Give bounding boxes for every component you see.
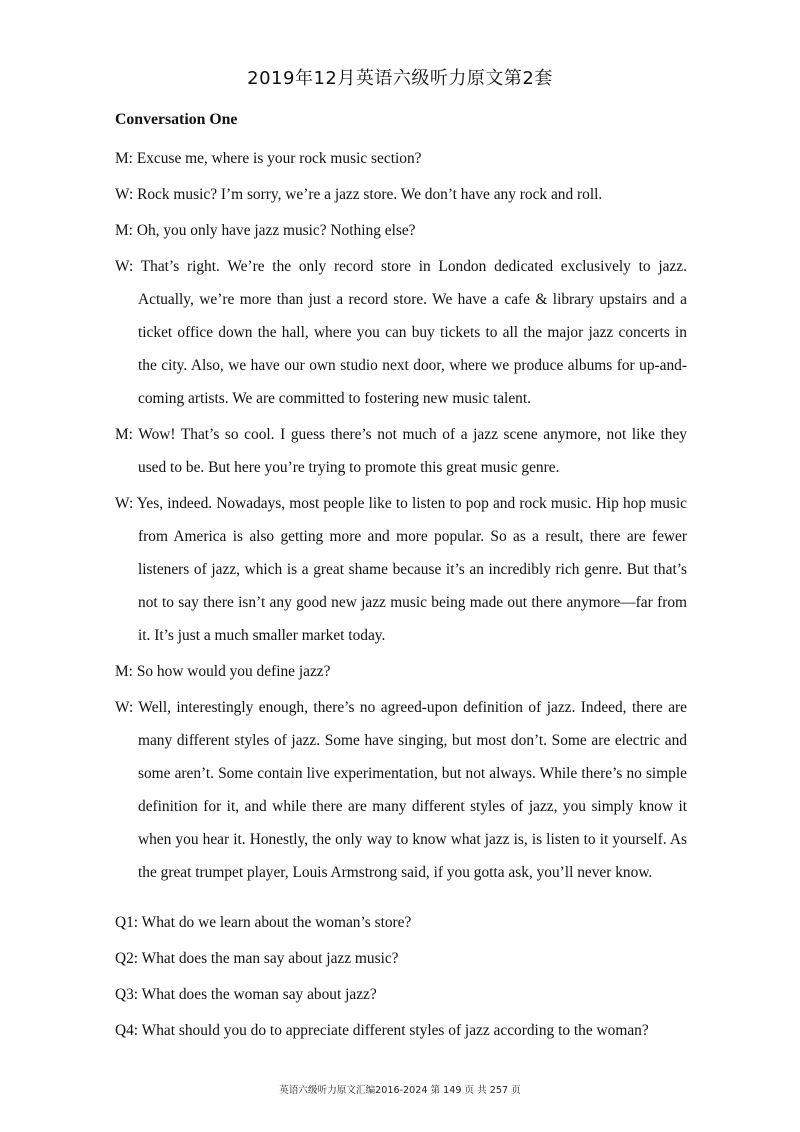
dialogue-text: That’s right. We’re the only record store in London dedicated exclusively to jazz. Actually, we’re more than just a record store. We have a cafe & library upstairs and a ticket office down the hall, where you can buy tickets to all the major jazz concerts in the city. Also, we have our own studio next door, where we produce albums for up-and-coming artists. We are committed to fostering new music talent. [138, 258, 687, 407]
speaker-label: W: [115, 186, 134, 203]
page-footer: 英语六级听力原文汇编2016-2024 第 149 页 共 257 页 [279, 1085, 521, 1096]
speaker-label: M: [115, 222, 133, 239]
speaker-label: W: [115, 258, 134, 275]
question-label: Q1: [115, 914, 139, 931]
dialogue-turn [115, 142, 687, 175]
page-title: 2019年12月英语六级听力原文第2套 [247, 68, 553, 89]
document-body [115, 110, 687, 1050]
dialogue-turn [115, 214, 687, 247]
dialogue-text: Wow! That’s so cool. I guess there’s not much of a jazz scene anymore, not like they used to be. But here you’re trying to promote this great music genre. [138, 426, 687, 476]
question-item [115, 978, 687, 1011]
question-label: Q4: [115, 1022, 139, 1039]
dialogue-turn [115, 655, 687, 688]
speaker-label: M: [115, 663, 133, 680]
question-text: What does the man say about jazz music? [141, 950, 399, 967]
speaker-label: M: [115, 150, 133, 167]
question-text: What does the woman say about jazz? [141, 986, 377, 1003]
question-label: Q2: [115, 950, 139, 967]
dialogue-turn [115, 250, 687, 415]
dialogue-text: Excuse me, where is your rock music section? [136, 150, 422, 167]
dialogue-text: Rock music? I’m sorry, we’re a jazz store. We don’t have any rock and roll. [137, 186, 603, 203]
speaker-label: W: [115, 699, 134, 716]
section-spacer [115, 892, 687, 906]
question-label: Q3: [115, 986, 139, 1003]
speaker-label: W: [115, 495, 134, 512]
dialogue-text: Yes, indeed. Nowadays, most people like to listen to pop and rock music. Hip hop music from America is also getting more and more popular. So as a result, there are fewer listeners of jazz, which is a great shame because it’s an incredibly rich genre. But that’s not to say there isn’t any good new jazz music being made out there anymore—far from it. It’s just a much smaller market today. [136, 495, 687, 644]
section-heading: Conversation One [115, 111, 238, 128]
question-item [115, 906, 687, 939]
dialogue-turn [115, 418, 687, 484]
question-text: What should you do to appreciate different styles of jazz according to the woman? [141, 1022, 649, 1039]
dialogue-turn [115, 691, 687, 889]
speaker-label: M: [115, 426, 133, 443]
question-item [115, 1014, 687, 1047]
question-text: What do we learn about the woman’s store? [141, 914, 412, 931]
dialogue-turn [115, 487, 687, 652]
dialogue-text: Well, interestingly enough, there’s no agreed-upon definition of jazz. Indeed, there are many different styles of jazz. Some have singing, but most don’t. Some are electric and some aren’t. Some contain live experimentation, but not always. While there’s no simple definition for it, and while there are many different styles of jazz, you simply know it when you hear it. Honestly, the only way to know what jazz is, is listen to it yourself. As the great trumpet player, Louis Armstrong said, if you gotta ask, you’ll never know. [138, 699, 687, 881]
dialogue-text: Oh, you only have jazz music? Nothing else? [136, 222, 416, 239]
question-item [115, 942, 687, 975]
dialogue-text: So how would you define jazz? [136, 663, 331, 680]
dialogue-turn [115, 178, 687, 211]
